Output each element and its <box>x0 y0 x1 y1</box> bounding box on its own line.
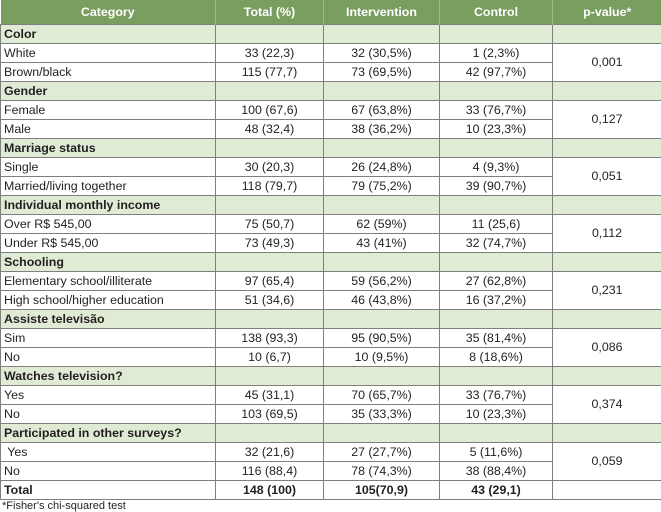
pvalue-cell: 0,231 <box>553 272 661 310</box>
section-empty-cell <box>216 424 324 443</box>
section-title: Watches television? <box>1 367 216 386</box>
pvalue-cell: 0,001 <box>553 44 661 82</box>
section-empty-cell <box>440 139 553 158</box>
total-cell: 138 (93,3) <box>216 329 324 348</box>
total-cell: 48 (32,4) <box>216 120 324 139</box>
row-label: Yes <box>1 443 216 462</box>
section-empty-cell <box>440 25 553 44</box>
header-row <box>1 0 661 25</box>
intervention-cell: 78 (74,3%) <box>324 462 440 481</box>
control-cell: 39 (90,7%) <box>440 177 553 196</box>
table-row <box>1 215 661 234</box>
pvalue-cell: 0,059 <box>553 443 661 481</box>
row-label: Female <box>1 101 216 120</box>
intervention-cell: 32 (30,5%) <box>324 44 440 63</box>
intervention-cell: 26 (24,8%) <box>324 158 440 177</box>
header-total: Total (%) <box>216 0 324 25</box>
intervention-cell: 46 (43,8%) <box>324 291 440 310</box>
total-cell: 116 (88,4) <box>216 462 324 481</box>
total-control-cell: 43 (29,1) <box>440 481 553 500</box>
control-cell: 33 (76,7%) <box>440 101 553 120</box>
section-empty-cell <box>553 253 661 272</box>
total-cell: 73 (49,3) <box>216 234 324 253</box>
footnote: *Fisher's chi-squared test <box>2 500 126 512</box>
row-label: Yes <box>1 386 216 405</box>
total-pvalue-cell <box>553 481 661 500</box>
table-row <box>1 386 661 405</box>
table-body <box>1 25 661 500</box>
intervention-cell: 27 (27,7%) <box>324 443 440 462</box>
control-cell: 5 (11,6%) <box>440 443 553 462</box>
section-empty-cell <box>324 196 440 215</box>
section-header-row <box>1 424 661 443</box>
row-label: No <box>1 348 216 367</box>
intervention-cell: 79 (75,2%) <box>324 177 440 196</box>
section-empty-cell <box>440 367 553 386</box>
section-title: Assiste televisão <box>1 310 216 329</box>
total-cell: 33 (22,3) <box>216 44 324 63</box>
pvalue-cell: 0,127 <box>553 101 661 139</box>
control-cell: 32 (74,7%) <box>440 234 553 253</box>
section-empty-cell <box>216 253 324 272</box>
header-pvalue: p-value* <box>553 0 661 25</box>
total-cell: 30 (20,3) <box>216 158 324 177</box>
section-header-row <box>1 25 661 44</box>
row-label: Single <box>1 158 216 177</box>
section-title: Participated in other surveys? <box>1 424 216 443</box>
total-label: Total <box>1 481 216 500</box>
section-header-row <box>1 310 661 329</box>
section-header-row <box>1 139 661 158</box>
control-cell: 33 (76,7%) <box>440 386 553 405</box>
control-cell: 42 (97,7%) <box>440 63 553 82</box>
section-empty-cell <box>324 310 440 329</box>
section-header-row <box>1 253 661 272</box>
section-empty-cell <box>553 25 661 44</box>
table-row <box>1 329 661 348</box>
control-cell: 27 (62,8%) <box>440 272 553 291</box>
pvalue-cell: 0,051 <box>553 158 661 196</box>
total-cell: 45 (31,1) <box>216 386 324 405</box>
row-label: Over R$ 545,00 <box>1 215 216 234</box>
section-title: Marriage status <box>1 139 216 158</box>
section-empty-cell <box>440 196 553 215</box>
section-empty-cell <box>216 196 324 215</box>
section-header-row <box>1 196 661 215</box>
section-empty-cell <box>553 424 661 443</box>
row-label: High school/higher education <box>1 291 216 310</box>
section-empty-cell <box>553 310 661 329</box>
total-cell: 97 (65,4) <box>216 272 324 291</box>
section-empty-cell <box>324 367 440 386</box>
table-row <box>1 272 661 291</box>
section-header-row <box>1 82 661 101</box>
section-empty-cell <box>440 424 553 443</box>
section-header-row <box>1 367 661 386</box>
row-label: Sim <box>1 329 216 348</box>
section-empty-cell <box>216 82 324 101</box>
pvalue-cell: 0,086 <box>553 329 661 367</box>
intervention-cell: 38 (36,2%) <box>324 120 440 139</box>
total-cell: 10 (6,7) <box>216 348 324 367</box>
row-label: Married/living together <box>1 177 216 196</box>
row-label: White <box>1 44 216 63</box>
table-row <box>1 158 661 177</box>
row-label: Male <box>1 120 216 139</box>
header-category: Category <box>1 0 216 25</box>
control-cell: 10 (23,3%) <box>440 120 553 139</box>
section-title: Schooling <box>1 253 216 272</box>
row-label: Brown/black <box>1 63 216 82</box>
intervention-cell: 62 (59%) <box>324 215 440 234</box>
pvalue-cell: 0,374 <box>553 386 661 424</box>
intervention-cell: 59 (56,2%) <box>324 272 440 291</box>
row-label: Under R$ 545,00 <box>1 234 216 253</box>
section-empty-cell <box>324 82 440 101</box>
total-total-cell: 148 (100) <box>216 481 324 500</box>
header-intervention: Intervention <box>324 0 440 25</box>
section-empty-cell <box>324 139 440 158</box>
row-label: No <box>1 405 216 424</box>
total-cell: 75 (50,7) <box>216 215 324 234</box>
section-title: Individual monthly income <box>1 196 216 215</box>
section-empty-cell <box>216 139 324 158</box>
total-cell: 118 (79,7) <box>216 177 324 196</box>
intervention-cell: 43 (41%) <box>324 234 440 253</box>
section-empty-cell <box>216 25 324 44</box>
section-empty-cell <box>216 310 324 329</box>
section-empty-cell <box>440 253 553 272</box>
control-cell: 35 (81,4%) <box>440 329 553 348</box>
section-empty-cell <box>553 139 661 158</box>
total-cell: 103 (69,5) <box>216 405 324 424</box>
section-empty-cell <box>553 367 661 386</box>
control-cell: 38 (88,4%) <box>440 462 553 481</box>
section-empty-cell <box>324 25 440 44</box>
control-cell: 10 (23,3%) <box>440 405 553 424</box>
control-cell: 11 (25,6) <box>440 215 553 234</box>
header-control: Control <box>440 0 553 25</box>
row-label: No <box>1 462 216 481</box>
control-cell: 8 (18,6%) <box>440 348 553 367</box>
intervention-cell: 70 (65,7%) <box>324 386 440 405</box>
total-cell: 32 (21,6) <box>216 443 324 462</box>
control-cell: 1 (2,3%) <box>440 44 553 63</box>
total-intervention-cell: 105(70,9) <box>324 481 440 500</box>
intervention-cell: 95 (90,5%) <box>324 329 440 348</box>
section-empty-cell <box>324 253 440 272</box>
table-row <box>1 101 661 120</box>
total-cell: 115 (77,7) <box>216 63 324 82</box>
intervention-cell: 10 (9,5%) <box>324 348 440 367</box>
section-empty-cell <box>324 424 440 443</box>
table-row <box>1 44 661 63</box>
intervention-cell: 73 (69,5%) <box>324 63 440 82</box>
section-empty-cell <box>440 82 553 101</box>
total-cell: 51 (34,6) <box>216 291 324 310</box>
control-cell: 16 (37,2%) <box>440 291 553 310</box>
intervention-cell: 67 (63,8%) <box>324 101 440 120</box>
table-row <box>1 443 661 462</box>
control-cell: 4 (9,3%) <box>440 158 553 177</box>
pvalue-cell: 0,112 <box>553 215 661 253</box>
total-row <box>1 481 661 500</box>
section-empty-cell <box>216 367 324 386</box>
intervention-cell: 35 (33,3%) <box>324 405 440 424</box>
section-empty-cell <box>553 82 661 101</box>
section-empty-cell <box>440 310 553 329</box>
total-cell: 100 (67,6) <box>216 101 324 120</box>
section-title: Color <box>1 25 216 44</box>
section-title: Gender <box>1 82 216 101</box>
row-label: Elementary school/illiterate <box>1 272 216 291</box>
section-empty-cell <box>553 196 661 215</box>
